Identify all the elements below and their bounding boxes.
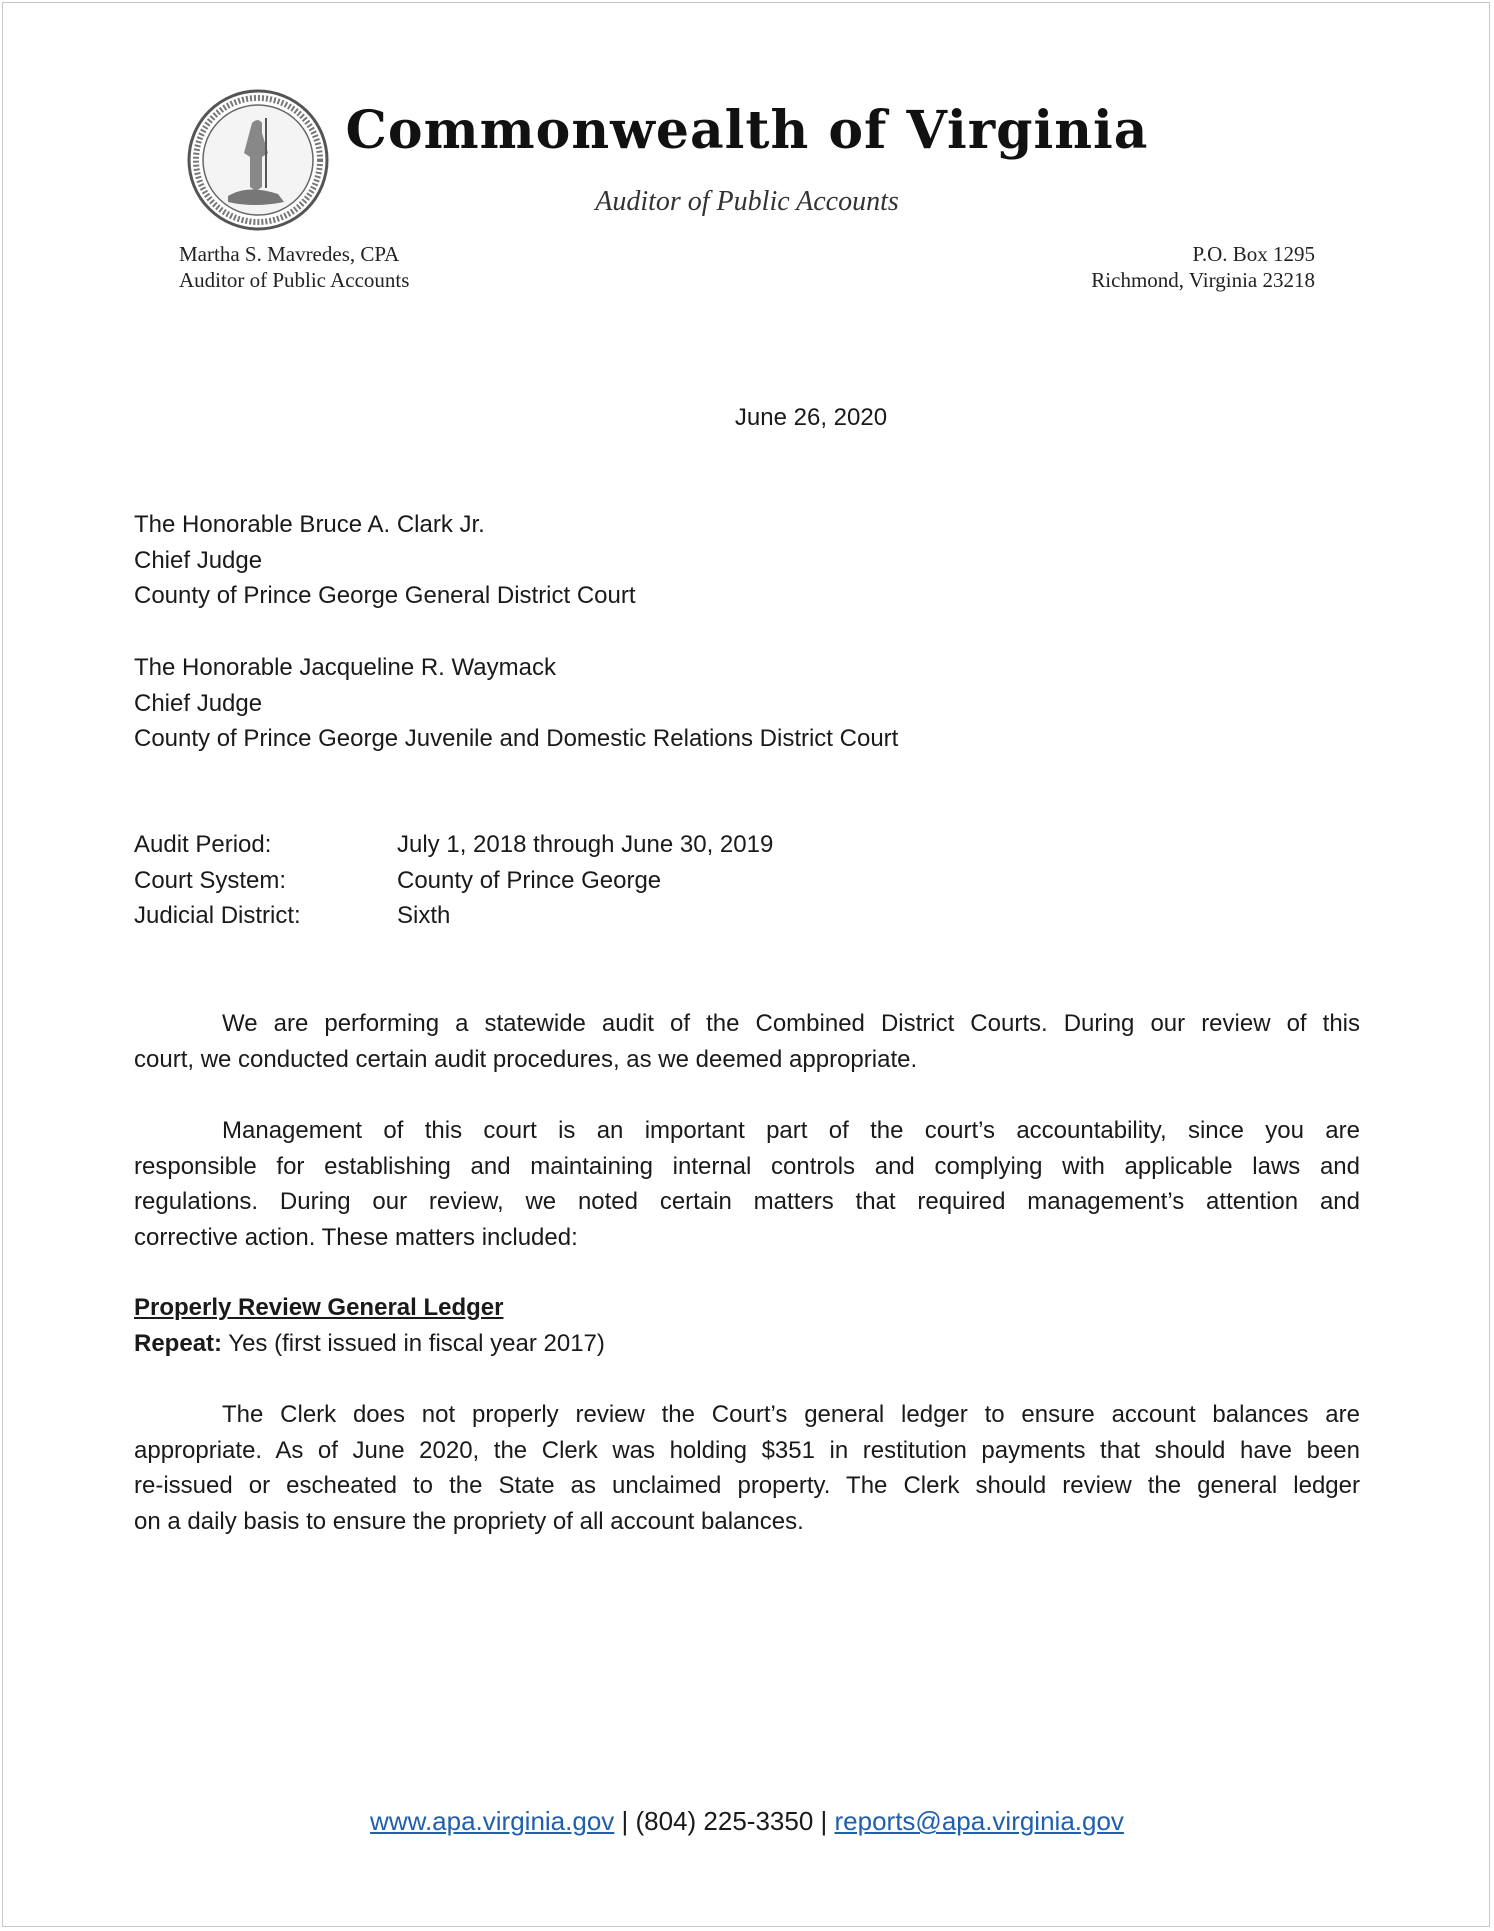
addressee-name: The Honorable Jacqueline R. Waymack [134, 654, 556, 681]
paragraph-1 [134, 1006, 1360, 1077]
separator: | [813, 1806, 835, 1836]
finding-header [134, 1290, 1360, 1361]
text-line: responsible for establishing and maintaining internal controls and complying with applicable laws and [134, 1152, 1360, 1180]
label: Audit Period: [134, 831, 272, 858]
addressee-title: Chief Judge [134, 546, 263, 574]
audit-info [134, 827, 1360, 934]
letterhead-right [1091, 241, 1315, 293]
letterhead-subtitle: Auditor of Public Accounts [595, 186, 899, 217]
letterhead-title: Commonwealth of Virginia [345, 100, 1149, 161]
addressee-title: Chief Judge [134, 689, 263, 717]
addressee-1 [134, 507, 1360, 614]
phone-number: (804) 225-3350 [635, 1806, 814, 1836]
finding-heading: Properly Review General Ledger [134, 1294, 504, 1321]
text-line: court, we conducted certain audit procedures, as we deemed appropriate. [134, 1045, 918, 1073]
website-link[interactable]: www.apa.virginia.gov [370, 1806, 615, 1836]
value: Sixth [397, 902, 451, 930]
text-line: The Clerk does not properly review the Court’s general ledger to ensure account balances are [222, 1401, 1360, 1428]
addressee-2 [134, 650, 1360, 757]
text-line: We are performing a statewide audit of the Combined District Courts. During our review of this [222, 1010, 1360, 1037]
city-address: Richmond, Virginia 23218 [1091, 268, 1315, 292]
addressee-name: The Honorable Bruce A. Clark Jr. [134, 511, 485, 538]
label: Court System: [134, 866, 287, 894]
judicial-district-row [134, 898, 1360, 934]
value: July 1, 2018 through June 30, 2019 [397, 831, 774, 858]
separator: | [614, 1806, 636, 1836]
auditor-title: Auditor of Public Accounts [179, 268, 410, 292]
paragraph-3 [134, 1397, 1360, 1540]
text-line: re-issued or escheated to the State as unclaimed property. The Clerk should review the general ledger [134, 1472, 1360, 1500]
text-line: regulations. During our review, we noted certain matters that required management’s attention and [134, 1188, 1360, 1216]
label: Judicial District: [134, 902, 301, 930]
repeat-value: Yes (first issued in fiscal year 2017) [222, 1329, 605, 1357]
value: County of Prince George [397, 866, 662, 894]
auditor-name: Martha S. Mavredes, CPA [179, 242, 400, 266]
letter-date: June 26, 2020 [734, 404, 888, 431]
repeat-label: Repeat: [134, 1329, 223, 1357]
addressee-court: County of Prince George General District Court [134, 582, 636, 610]
text-line: appropriate. As of June 2020, the Clerk was holding $351 in restitution payments that should have been [134, 1436, 1360, 1464]
audit-period-row [134, 827, 1360, 863]
addressee-court: County of Prince George Juvenile and Domestic Relations District Court [134, 725, 899, 753]
text-line: corrective action. These matters included: [134, 1224, 578, 1252]
po-box: P.O. Box 1295 [1192, 242, 1315, 266]
court-system-row [134, 863, 1360, 899]
paragraph-2 [134, 1113, 1360, 1256]
text-line: Management of this court is an important part of the court’s accountability, since you are [222, 1117, 1360, 1144]
footer [0, 1806, 1494, 1837]
email-link[interactable]: reports@apa.virginia.gov [834, 1806, 1124, 1836]
repeat-line [134, 1326, 1360, 1362]
letterhead-left [179, 241, 409, 293]
text-line: on a daily basis to ensure the propriety of all account balances. [134, 1508, 804, 1536]
